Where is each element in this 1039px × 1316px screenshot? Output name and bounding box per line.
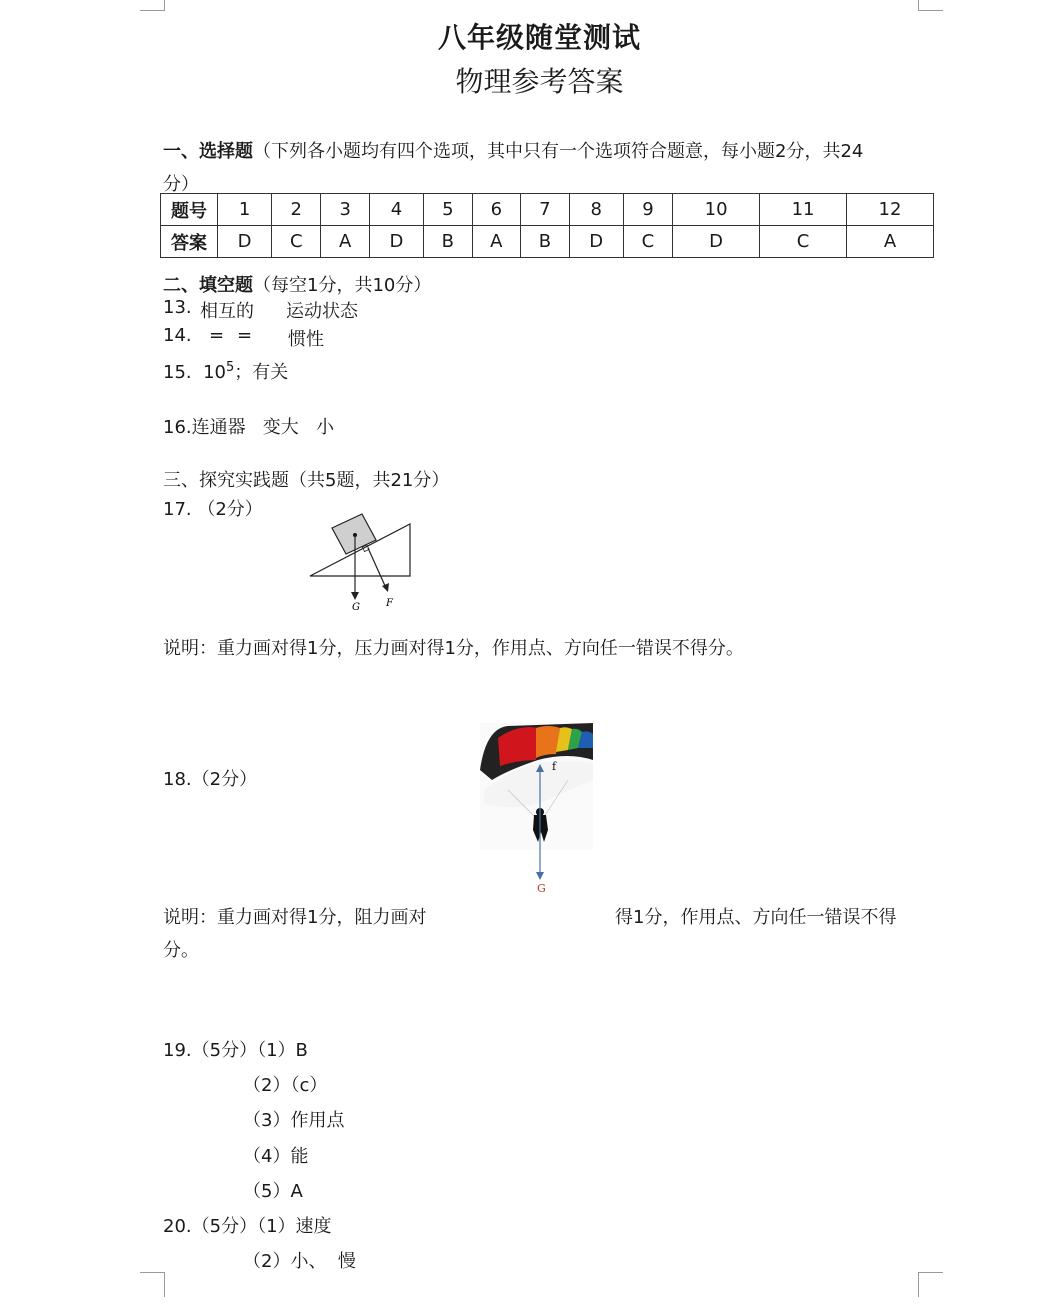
q20-number: 20.（5分）: [163, 1216, 258, 1237]
q14-answer-a: =: [209, 325, 225, 346]
pressure-arrow: [368, 548, 386, 588]
q13-answer-b: 运动状态: [286, 301, 358, 322]
q19-item: （2）（c）: [243, 1075, 328, 1096]
q20-item: （1）速度: [257, 1216, 332, 1237]
table-cell: A: [472, 226, 520, 258]
table-cell: 9: [623, 194, 672, 226]
section1-heading: 一、选择题: [163, 141, 253, 162]
table-cell: 12: [847, 194, 934, 226]
table-row-answers: [161, 226, 934, 258]
q15-rest: ；有关: [234, 362, 289, 383]
corner-mark-bottom-left: [140, 1272, 165, 1297]
q19-item: （3）作用点: [243, 1110, 345, 1131]
q19-item: （4）能: [243, 1146, 309, 1167]
table-cell: 10: [673, 194, 760, 226]
q18-label: 18.（2分）: [163, 769, 258, 790]
table-cell: C: [272, 226, 321, 258]
pressure-label: F: [386, 598, 393, 609]
section2-heading-line: [163, 271, 431, 297]
table-cell: B: [521, 226, 570, 258]
table-cell: C: [623, 226, 672, 258]
table-cell: 4: [369, 194, 423, 226]
row-label-answer: 答案: [161, 226, 218, 258]
pressure-arrowhead: [382, 583, 389, 592]
table-cell: B: [424, 226, 473, 258]
q16-line: 16.连通器 变大 小: [163, 417, 334, 438]
q19-number: 19.（5分）: [163, 1040, 258, 1061]
table-cell: 6: [472, 194, 520, 226]
gravity-label: G: [537, 882, 546, 895]
parachute-force-diagram: [478, 720, 598, 898]
section1-line1: [163, 137, 863, 163]
gravity-label: G: [352, 602, 360, 613]
table-cell: D: [569, 226, 623, 258]
table-cell: 11: [760, 194, 847, 226]
q19-label: [163, 1036, 308, 1062]
row-label-number: 题号: [161, 194, 218, 226]
table-cell: A: [847, 226, 934, 258]
q18-explanation-a: 说明：重力画对得1分，阻力画对: [163, 907, 427, 928]
section1-note: （下列各小题均有四个选项，其中只有一个选项符合题意，每小题2分，共24: [253, 141, 864, 162]
q15-line: [163, 358, 288, 384]
q14-answer-c: 惯性: [288, 329, 324, 350]
table-cell: 1: [218, 194, 272, 226]
table-row-numbers: [161, 194, 934, 226]
table-cell: C: [760, 226, 847, 258]
q15-base: 10: [203, 362, 226, 383]
table-cell: 2: [272, 194, 321, 226]
q13-number: 13.: [163, 297, 192, 318]
answer-table: [160, 193, 934, 258]
table-cell: 7: [521, 194, 570, 226]
q18-explanation-c: 分。: [163, 940, 199, 961]
q13-answer-a: 相互的: [200, 301, 254, 322]
corner-mark-top-left: [140, 0, 165, 11]
corner-mark-top-right: [918, 0, 943, 11]
q14-answer-b: =: [237, 325, 253, 346]
section2-heading: 二、填空题: [163, 275, 253, 296]
section2-note: （每空1分，共10分）: [253, 275, 432, 296]
page-title: 八年级随堂测试: [437, 21, 641, 54]
q20-label: [163, 1212, 332, 1238]
drag-label: f: [552, 760, 557, 773]
section1-note-cont: 分）: [163, 174, 199, 195]
gravity-arrowhead: [351, 592, 359, 600]
q19-item: （1）B: [257, 1040, 308, 1061]
incline-force-diagram: [300, 508, 420, 618]
q15-number: 15.: [163, 362, 192, 383]
table-cell: A: [321, 226, 369, 258]
table-cell: D: [218, 226, 272, 258]
q18-explanation-b: 得1分，作用点、方向任一错误不得: [615, 907, 897, 928]
q14-number: 14.: [163, 325, 192, 346]
gravity-arrowhead: [536, 872, 544, 880]
q20-item: （2）小、 慢: [243, 1251, 356, 1272]
table-cell: D: [369, 226, 423, 258]
q17-label: 17. （2分）: [163, 499, 263, 520]
table-cell: 8: [569, 194, 623, 226]
table-cell: D: [673, 226, 760, 258]
corner-mark-bottom-right: [918, 1272, 943, 1297]
table-cell: 5: [424, 194, 473, 226]
page-subtitle: 物理参考答案: [455, 65, 624, 98]
q17-explanation: 说明：重力画对得1分，压力画对得1分，作用点、方向任一错误不得分。: [163, 638, 744, 659]
q15-exponent: 5: [226, 360, 235, 375]
table-cell: 3: [321, 194, 369, 226]
section3-heading: 三、探究实践题（共5题，共21分）: [163, 470, 450, 491]
q19-item: （5）A: [243, 1181, 303, 1202]
